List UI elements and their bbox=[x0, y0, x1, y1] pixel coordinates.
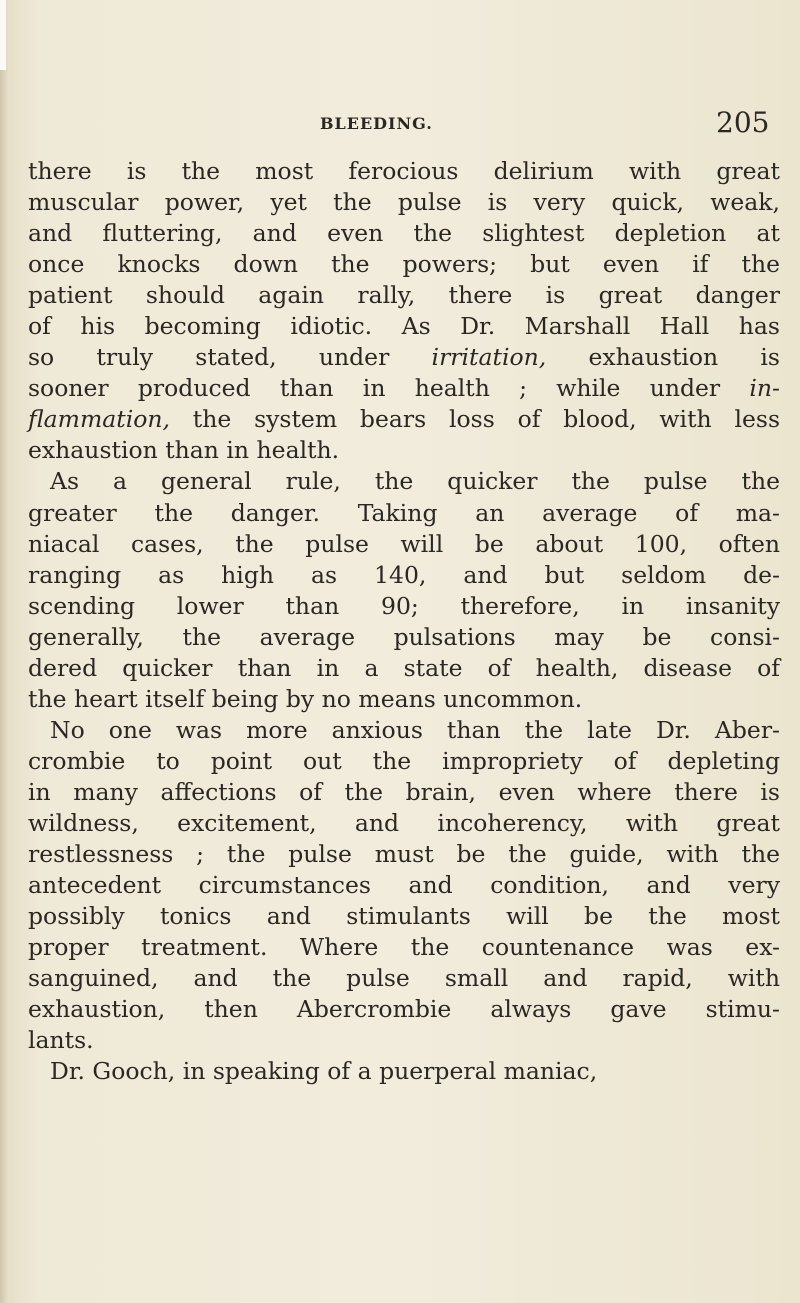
text-line bbox=[28, 932, 780, 963]
text-run: restlessness ; the pulse must be the guide, with the bbox=[28, 840, 780, 869]
body-text bbox=[28, 156, 780, 1087]
text-line bbox=[28, 187, 780, 218]
text-line bbox=[28, 218, 780, 249]
text-line bbox=[28, 404, 780, 435]
text-line bbox=[28, 870, 780, 901]
text-line bbox=[28, 466, 780, 497]
text-line bbox=[28, 498, 780, 529]
text-run: greater the danger. Taking an average of ma- bbox=[28, 498, 780, 527]
text-line bbox=[28, 342, 780, 373]
text-line bbox=[28, 994, 780, 1025]
text-run: exhaustion, then Abercrombie always gave stimu- bbox=[28, 995, 780, 1024]
paragraph bbox=[28, 715, 780, 1057]
text-run: so truly stated, under bbox=[28, 343, 432, 372]
text-run: scending lower than 90; therefore, in insanity bbox=[28, 591, 780, 620]
text-run: irritation, bbox=[431, 343, 547, 372]
text-run: sanguined, and the pulse small and rapid, with bbox=[28, 964, 780, 993]
text-run: the heart itself being by no means uncommon. bbox=[28, 684, 583, 713]
text-run: there is the most ferocious delirium with great bbox=[28, 157, 780, 185]
text-run: possibly tonics and stimulants will be the most bbox=[28, 902, 780, 931]
text-line bbox=[28, 746, 780, 777]
text-line bbox=[28, 839, 780, 870]
text-run: flammation, bbox=[28, 405, 170, 434]
text-line bbox=[28, 311, 780, 342]
text-run: wildness, excitement, and incoherency, with great bbox=[28, 808, 780, 837]
paragraph bbox=[28, 466, 780, 714]
text-line bbox=[28, 684, 780, 715]
text-run: patient should again rally, there is great danger bbox=[28, 281, 780, 310]
text-run: once knocks down the powers; but even if the bbox=[28, 250, 780, 279]
text-run: the system bears loss of blood, with less bbox=[169, 405, 780, 434]
page-number: 205 bbox=[716, 106, 770, 139]
paragraph bbox=[28, 1056, 780, 1087]
text-line bbox=[28, 280, 780, 311]
text-run: generally, the average pulsations may be consi- bbox=[28, 622, 780, 651]
text-run: exhaustion than in health. bbox=[28, 436, 340, 465]
text-line bbox=[28, 777, 780, 808]
text-line bbox=[28, 808, 780, 839]
text-run: niacal cases, the pulse will be about 100, often bbox=[28, 529, 780, 558]
text-line bbox=[28, 901, 780, 932]
text-line bbox=[28, 560, 780, 591]
text-run: of his becoming idiotic. As Dr. Marshall Hall has bbox=[28, 312, 780, 341]
text-run: dered quicker than in a state of health, disease of bbox=[28, 653, 780, 682]
text-run: and fluttering, and even the slightest depletion at bbox=[28, 219, 780, 248]
spine-highlight bbox=[0, 0, 6, 70]
text-line bbox=[28, 1025, 780, 1056]
text-run: antecedent circumstances and condition, and very bbox=[28, 871, 780, 900]
text-run: muscular power, yet the pulse is very quick, weak, bbox=[28, 188, 780, 217]
text-run: Dr. Gooch, in speaking of a puerperal maniac, bbox=[50, 1057, 598, 1086]
text-line bbox=[28, 715, 780, 746]
text-run: in- bbox=[749, 374, 780, 403]
text-run: crombie to point out the impropriety of depleting bbox=[28, 746, 780, 775]
paragraph bbox=[28, 156, 780, 466]
text-run: in many affections of the brain, even where there is bbox=[28, 777, 780, 806]
text-line bbox=[28, 1056, 780, 1087]
text-run: No one was more anxious than the late Dr. Aber- bbox=[50, 715, 780, 744]
text-line bbox=[28, 529, 780, 560]
binding-edge bbox=[0, 0, 8, 1303]
text-run: exhaustion is bbox=[546, 343, 780, 372]
text-line bbox=[28, 156, 780, 187]
text-line bbox=[28, 373, 780, 404]
text-line bbox=[28, 249, 780, 280]
text-line bbox=[28, 622, 780, 653]
text-line bbox=[28, 653, 780, 684]
text-line bbox=[28, 963, 780, 994]
running-head bbox=[0, 106, 800, 146]
text-line bbox=[28, 435, 780, 466]
text-run: lants. bbox=[28, 1026, 94, 1055]
text-run: proper treatment. Where the countenance was ex- bbox=[28, 933, 780, 962]
text-run: ranging as high as 140, and but seldom de- bbox=[28, 560, 780, 589]
text-run: sooner produced than in health ; while under bbox=[28, 374, 750, 403]
text-run: As a general rule, the quicker the pulse the bbox=[50, 467, 780, 496]
running-title: BLEEDING. bbox=[320, 114, 433, 133]
text-line bbox=[28, 591, 780, 622]
